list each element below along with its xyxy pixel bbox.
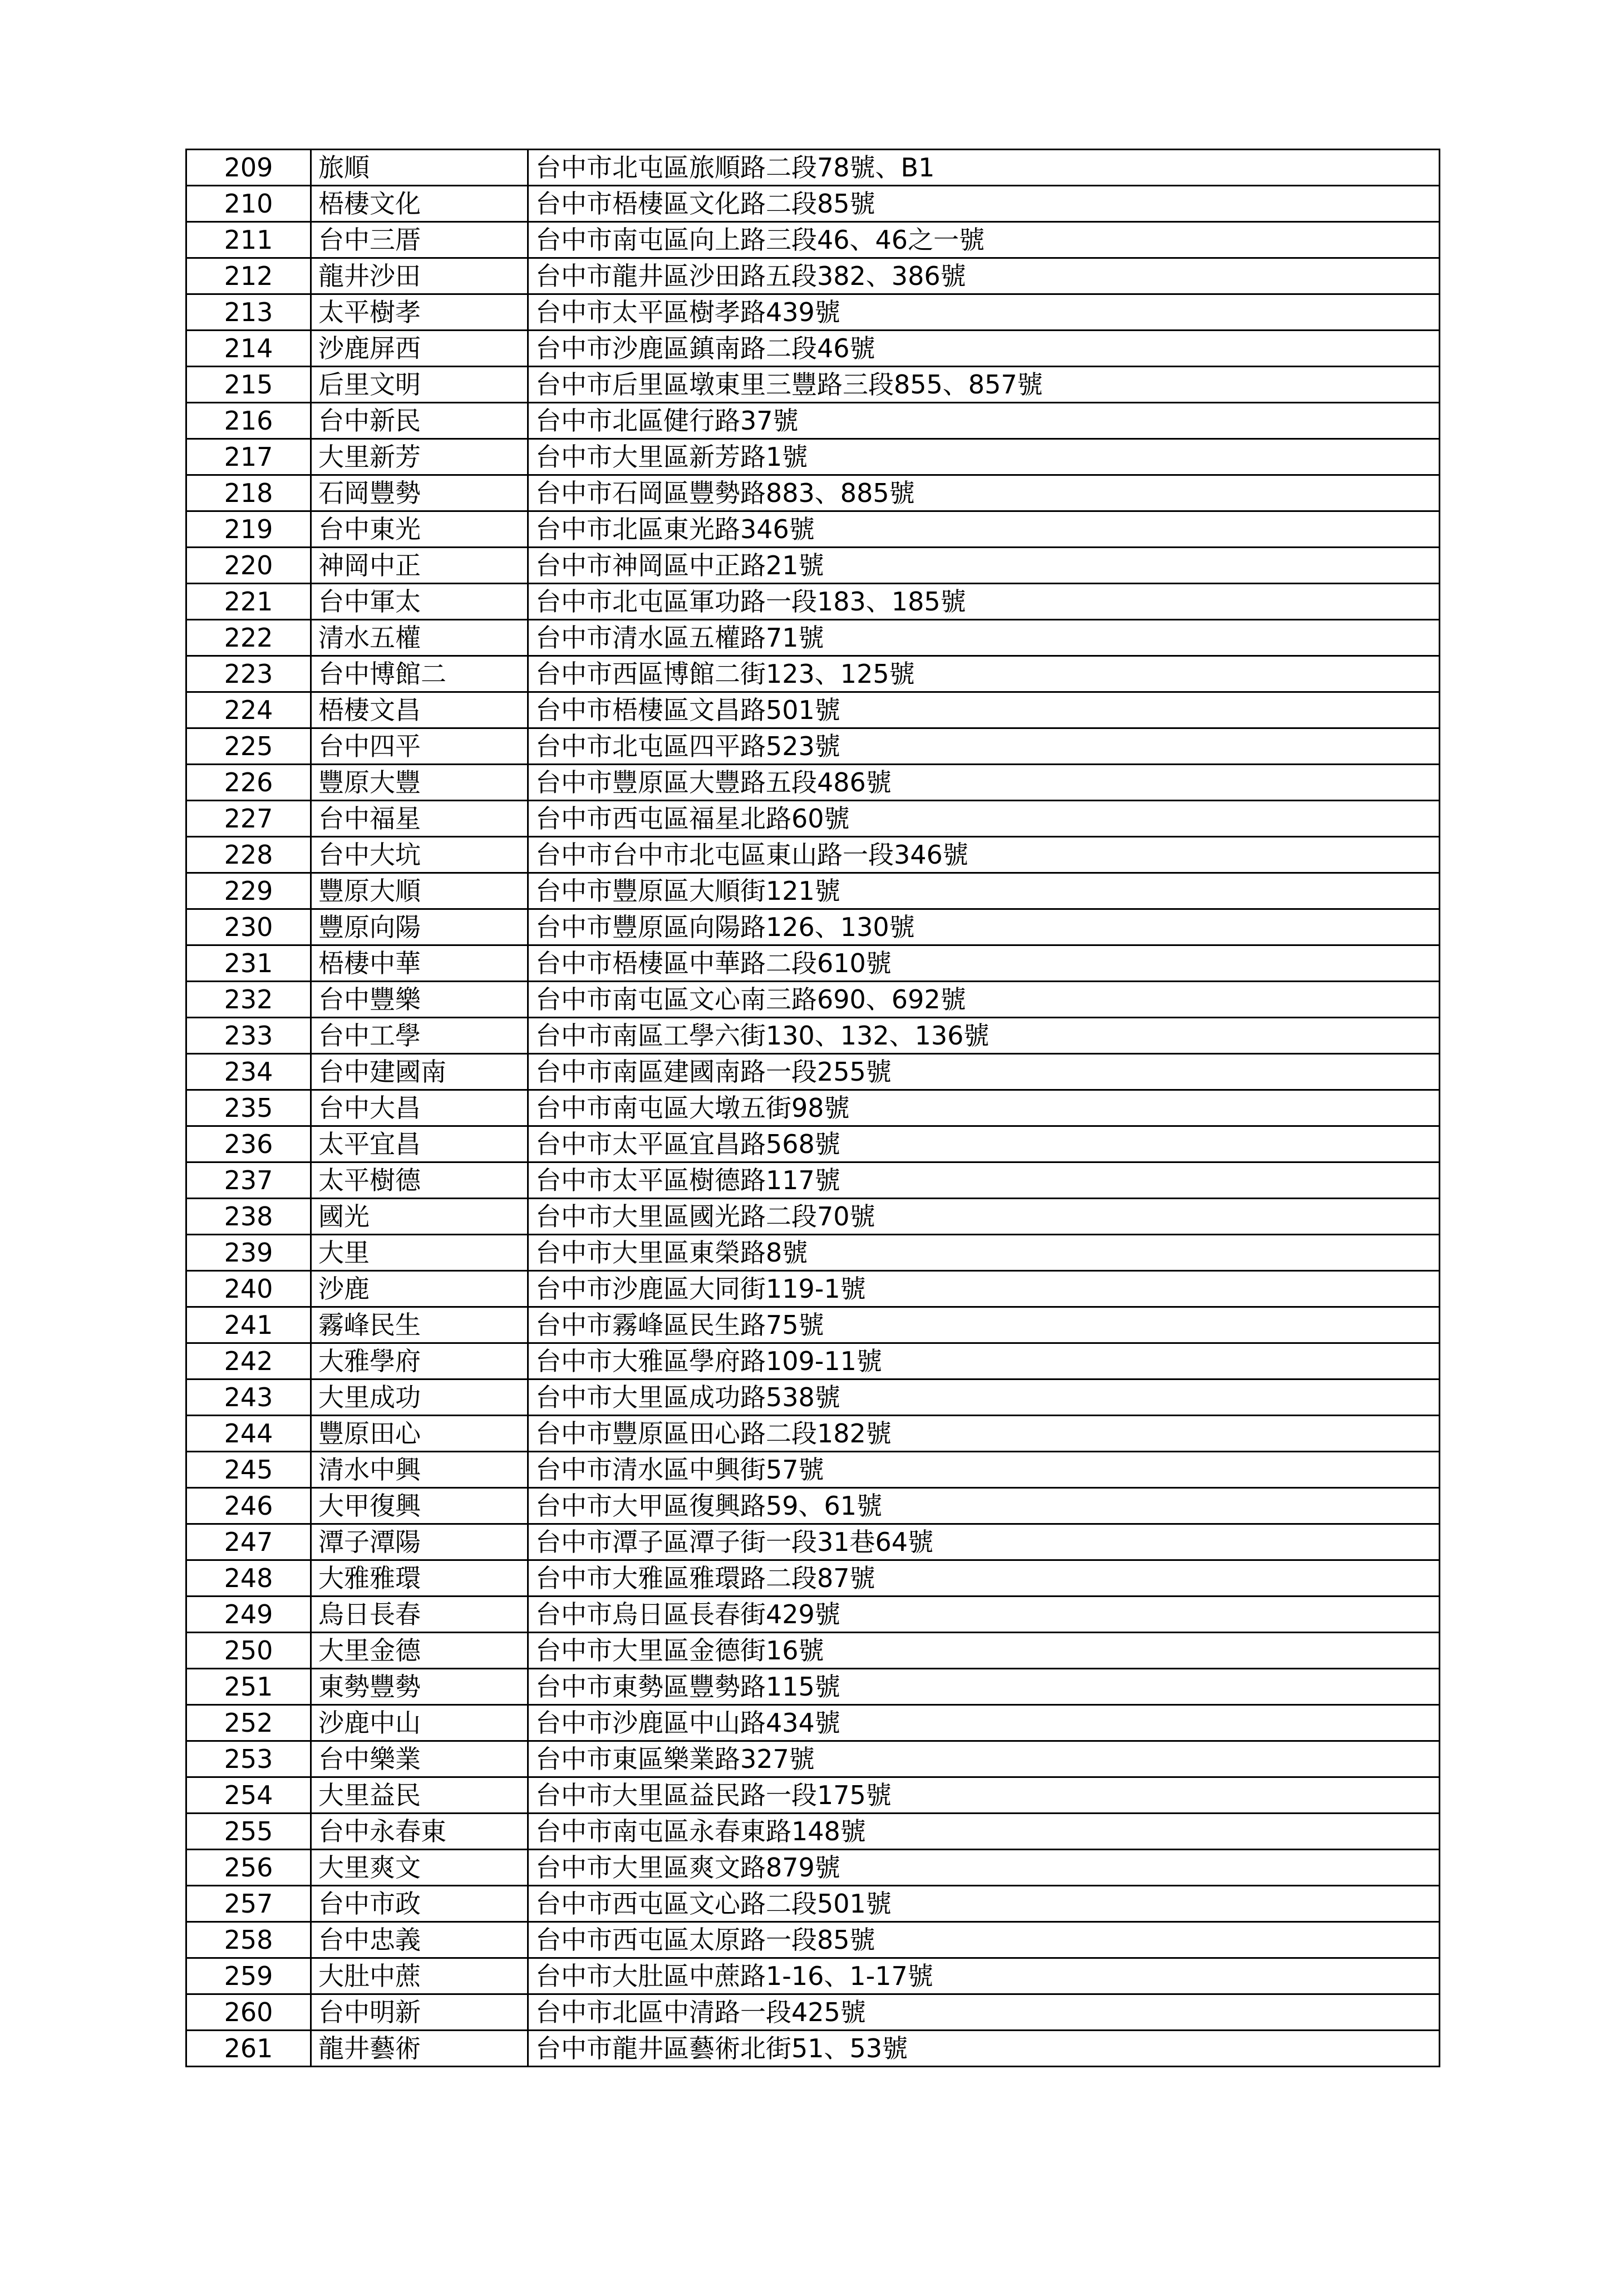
row-number-cell: 236 xyxy=(186,1126,311,1162)
store-address-cell: 台中市北區健行路37號 xyxy=(528,403,1440,439)
store-address-cell: 台中市龍井區藝術北街51、53號 xyxy=(528,2031,1440,2067)
row-number-cell: 209 xyxy=(186,150,311,186)
table-row xyxy=(186,1307,1440,1343)
store-address-cell: 台中市清水區五權路71號 xyxy=(528,620,1440,656)
row-number-cell: 225 xyxy=(186,728,311,765)
row-number-cell: 220 xyxy=(186,548,311,584)
store-address-cell: 台中市大里區成功路538號 xyxy=(528,1379,1440,1416)
row-number-cell: 234 xyxy=(186,1054,311,1090)
store-name-cell: 台中三厝 xyxy=(311,222,528,258)
store-name-cell: 烏日長春 xyxy=(311,1597,528,1633)
store-name-cell: 大里爽文 xyxy=(311,1850,528,1886)
store-name-cell: 台中博館二 xyxy=(311,656,528,692)
store-address-cell: 台中市大里區新芳路1號 xyxy=(528,439,1440,475)
store-address-cell: 台中市西屯區福星北路60號 xyxy=(528,801,1440,837)
store-name-cell: 台中新民 xyxy=(311,403,528,439)
table-row xyxy=(186,1994,1440,2031)
table-row xyxy=(186,258,1440,294)
store-address-cell: 台中市沙鹿區大同街119-1號 xyxy=(528,1271,1440,1307)
row-number-cell: 219 xyxy=(186,511,311,548)
row-number-cell: 231 xyxy=(186,945,311,982)
store-address-cell: 台中市梧棲區中華路二段610號 xyxy=(528,945,1440,982)
store-name-cell: 太平樹德 xyxy=(311,1162,528,1199)
store-name-cell: 清水五權 xyxy=(311,620,528,656)
table-row xyxy=(186,1488,1440,1524)
row-number-cell: 255 xyxy=(186,1814,311,1850)
store-name-cell: 太平樹孝 xyxy=(311,294,528,331)
store-address-cell: 台中市太平區樹孝路439號 xyxy=(528,294,1440,331)
store-address-cell: 台中市大里區益民路一段175號 xyxy=(528,1777,1440,1814)
store-name-cell: 豐原大豐 xyxy=(311,765,528,801)
table-row xyxy=(186,331,1440,367)
store-table-body xyxy=(186,150,1440,2067)
store-address-cell: 台中市西屯區文心路二段501號 xyxy=(528,1886,1440,1922)
table-row xyxy=(186,1054,1440,1090)
store-name-cell: 沙鹿中山 xyxy=(311,1705,528,1741)
store-address-cell: 台中市霧峰區民生路75號 xyxy=(528,1307,1440,1343)
row-number-cell: 226 xyxy=(186,765,311,801)
row-number-cell: 254 xyxy=(186,1777,311,1814)
store-name-cell: 沙鹿屏西 xyxy=(311,331,528,367)
row-number-cell: 261 xyxy=(186,2031,311,2067)
store-address-cell: 台中市東勢區豐勢路115號 xyxy=(528,1669,1440,1705)
row-number-cell: 251 xyxy=(186,1669,311,1705)
row-number-cell: 246 xyxy=(186,1488,311,1524)
store-address-cell: 台中市沙鹿區鎮南路二段46號 xyxy=(528,331,1440,367)
table-row xyxy=(186,1162,1440,1199)
store-address-cell: 台中市梧棲區文化路二段85號 xyxy=(528,186,1440,222)
store-address-cell: 台中市梧棲區文昌路501號 xyxy=(528,692,1440,728)
store-address-cell: 台中市太平區宜昌路568號 xyxy=(528,1126,1440,1162)
store-name-cell: 台中市政 xyxy=(311,1886,528,1922)
store-name-cell: 大里金德 xyxy=(311,1633,528,1669)
store-name-cell: 國光 xyxy=(311,1199,528,1235)
store-address-cell: 台中市大里區金德街16號 xyxy=(528,1633,1440,1669)
store-name-cell: 豐原向陽 xyxy=(311,909,528,945)
store-name-cell: 龍井藝術 xyxy=(311,2031,528,2067)
store-address-cell: 台中市大雅區雅環路二段87號 xyxy=(528,1560,1440,1597)
table-row xyxy=(186,1235,1440,1271)
row-number-cell: 223 xyxy=(186,656,311,692)
store-name-cell: 霧峰民生 xyxy=(311,1307,528,1343)
row-number-cell: 212 xyxy=(186,258,311,294)
row-number-cell: 214 xyxy=(186,331,311,367)
store-address-cell: 台中市豐原區大豐路五段486號 xyxy=(528,765,1440,801)
row-number-cell: 213 xyxy=(186,294,311,331)
table-row xyxy=(186,620,1440,656)
store-address-cell: 台中市西區博館二街123、125號 xyxy=(528,656,1440,692)
store-address-cell: 台中市西屯區太原路一段85號 xyxy=(528,1922,1440,1958)
row-number-cell: 237 xyxy=(186,1162,311,1199)
row-number-cell: 252 xyxy=(186,1705,311,1741)
store-name-cell: 石岡豐勢 xyxy=(311,475,528,511)
store-name-cell: 台中軍太 xyxy=(311,584,528,620)
store-name-cell: 后里文明 xyxy=(311,367,528,403)
row-number-cell: 217 xyxy=(186,439,311,475)
store-address-cell: 台中市南屯區永春東路148號 xyxy=(528,1814,1440,1850)
row-number-cell: 221 xyxy=(186,584,311,620)
table-row xyxy=(186,765,1440,801)
store-address-cell: 台中市南屯區大墩五街98號 xyxy=(528,1090,1440,1126)
store-address-cell: 台中市大里區國光路二段70號 xyxy=(528,1199,1440,1235)
table-row xyxy=(186,1090,1440,1126)
store-name-cell: 台中永春東 xyxy=(311,1814,528,1850)
store-name-cell: 台中大昌 xyxy=(311,1090,528,1126)
store-address-cell: 台中市石岡區豐勢路883、885號 xyxy=(528,475,1440,511)
table-row xyxy=(186,1126,1440,1162)
row-number-cell: 240 xyxy=(186,1271,311,1307)
row-number-cell: 245 xyxy=(186,1452,311,1488)
table-row xyxy=(186,1705,1440,1741)
store-name-cell: 大肚中蔗 xyxy=(311,1958,528,1994)
table-row xyxy=(186,1524,1440,1560)
row-number-cell: 257 xyxy=(186,1886,311,1922)
store-address-cell: 台中市南屯區向上路三段46、46之一號 xyxy=(528,222,1440,258)
store-address-cell: 台中市龍井區沙田路五段382、386號 xyxy=(528,258,1440,294)
table-row xyxy=(186,439,1440,475)
table-row xyxy=(186,1560,1440,1597)
table-row xyxy=(186,1416,1440,1452)
row-number-cell: 222 xyxy=(186,620,311,656)
store-name-cell: 大甲復興 xyxy=(311,1488,528,1524)
row-number-cell: 228 xyxy=(186,837,311,873)
store-address-cell: 台中市北屯區旅順路二段78號、B1 xyxy=(528,150,1440,186)
store-address-cell: 台中市神岡區中正路21號 xyxy=(528,548,1440,584)
row-number-cell: 211 xyxy=(186,222,311,258)
table-row xyxy=(186,222,1440,258)
table-row xyxy=(186,1018,1440,1054)
store-address-cell: 台中市南屯區文心南三路690、692號 xyxy=(528,982,1440,1018)
row-number-cell: 259 xyxy=(186,1958,311,1994)
table-row xyxy=(186,873,1440,909)
store-name-cell: 神岡中正 xyxy=(311,548,528,584)
row-number-cell: 218 xyxy=(186,475,311,511)
table-row xyxy=(186,403,1440,439)
table-row xyxy=(186,1886,1440,1922)
store-address-cell: 台中市大甲區復興路59、61號 xyxy=(528,1488,1440,1524)
store-name-cell: 龍井沙田 xyxy=(311,258,528,294)
row-number-cell: 232 xyxy=(186,982,311,1018)
store-name-cell: 梧棲文化 xyxy=(311,186,528,222)
store-name-cell: 大里益民 xyxy=(311,1777,528,1814)
row-number-cell: 244 xyxy=(186,1416,311,1452)
store-name-cell: 梧棲文昌 xyxy=(311,692,528,728)
table-row xyxy=(186,1199,1440,1235)
table-row xyxy=(186,1777,1440,1814)
store-address-cell: 台中市太平區樹德路117號 xyxy=(528,1162,1440,1199)
store-address-cell: 台中市大雅區學府路109-11號 xyxy=(528,1343,1440,1379)
store-name-cell: 台中大坑 xyxy=(311,837,528,873)
row-number-cell: 256 xyxy=(186,1850,311,1886)
table-row xyxy=(186,656,1440,692)
table-row xyxy=(186,837,1440,873)
table-row xyxy=(186,728,1440,765)
store-name-cell: 大里新芳 xyxy=(311,439,528,475)
row-number-cell: 253 xyxy=(186,1741,311,1777)
store-address-table xyxy=(185,149,1440,2067)
row-number-cell: 260 xyxy=(186,1994,311,2031)
store-address-cell: 台中市南區建國南路一段255號 xyxy=(528,1054,1440,1090)
row-number-cell: 249 xyxy=(186,1597,311,1633)
table-row xyxy=(186,1814,1440,1850)
store-name-cell: 大雅雅環 xyxy=(311,1560,528,1597)
table-row xyxy=(186,186,1440,222)
table-row xyxy=(186,1452,1440,1488)
table-row xyxy=(186,1343,1440,1379)
store-address-cell: 台中市大里區東榮路8號 xyxy=(528,1235,1440,1271)
store-address-cell: 台中市沙鹿區中山路434號 xyxy=(528,1705,1440,1741)
store-address-cell: 台中市清水區中興街57號 xyxy=(528,1452,1440,1488)
store-name-cell: 豐原田心 xyxy=(311,1416,528,1452)
store-name-cell: 清水中興 xyxy=(311,1452,528,1488)
store-name-cell: 豐原大順 xyxy=(311,873,528,909)
table-row xyxy=(186,294,1440,331)
table-row xyxy=(186,1741,1440,1777)
row-number-cell: 258 xyxy=(186,1922,311,1958)
row-number-cell: 210 xyxy=(186,186,311,222)
store-name-cell: 潭子潭陽 xyxy=(311,1524,528,1560)
store-address-cell: 台中市豐原區大順街121號 xyxy=(528,873,1440,909)
store-address-cell: 台中市東區樂業路327號 xyxy=(528,1741,1440,1777)
store-name-cell: 梧棲中華 xyxy=(311,945,528,982)
store-name-cell: 台中明新 xyxy=(311,1994,528,2031)
store-name-cell: 大里成功 xyxy=(311,1379,528,1416)
table-row xyxy=(186,1922,1440,1958)
row-number-cell: 238 xyxy=(186,1199,311,1235)
row-number-cell: 242 xyxy=(186,1343,311,1379)
row-number-cell: 227 xyxy=(186,801,311,837)
row-number-cell: 224 xyxy=(186,692,311,728)
store-name-cell: 台中福星 xyxy=(311,801,528,837)
table-row xyxy=(186,1669,1440,1705)
table-row xyxy=(186,150,1440,186)
store-name-cell: 旅順 xyxy=(311,150,528,186)
store-address-cell: 台中市潭子區潭子街一段31巷64號 xyxy=(528,1524,1440,1560)
store-name-cell: 大雅學府 xyxy=(311,1343,528,1379)
row-number-cell: 215 xyxy=(186,367,311,403)
store-name-cell: 台中東光 xyxy=(311,511,528,548)
table-row xyxy=(186,1958,1440,1994)
store-address-cell: 台中市大肚區中蔗路1-16、1-17號 xyxy=(528,1958,1440,1994)
table-row xyxy=(186,584,1440,620)
row-number-cell: 233 xyxy=(186,1018,311,1054)
table-row xyxy=(186,367,1440,403)
store-address-cell: 台中市北屯區軍功路一段183、185號 xyxy=(528,584,1440,620)
store-name-cell: 台中豐樂 xyxy=(311,982,528,1018)
store-address-cell: 台中市豐原區向陽路126、130號 xyxy=(528,909,1440,945)
row-number-cell: 248 xyxy=(186,1560,311,1597)
row-number-cell: 216 xyxy=(186,403,311,439)
store-address-cell: 台中市豐原區田心路二段182號 xyxy=(528,1416,1440,1452)
store-name-cell: 台中建國南 xyxy=(311,1054,528,1090)
row-number-cell: 241 xyxy=(186,1307,311,1343)
table-row xyxy=(186,1271,1440,1307)
store-address-cell: 台中市烏日區長春街429號 xyxy=(528,1597,1440,1633)
store-name-cell: 東勢豐勢 xyxy=(311,1669,528,1705)
store-address-cell: 台中市北區中清路一段425號 xyxy=(528,1994,1440,2031)
table-row xyxy=(186,945,1440,982)
store-name-cell: 台中四平 xyxy=(311,728,528,765)
store-address-cell: 台中市大里區爽文路879號 xyxy=(528,1850,1440,1886)
table-row xyxy=(186,801,1440,837)
store-name-cell: 沙鹿 xyxy=(311,1271,528,1307)
table-row xyxy=(186,1379,1440,1416)
table-row xyxy=(186,2031,1440,2067)
row-number-cell: 243 xyxy=(186,1379,311,1416)
store-address-cell: 台中市后里區墩東里三豐路三段855、857號 xyxy=(528,367,1440,403)
table-row xyxy=(186,692,1440,728)
table-row xyxy=(186,1597,1440,1633)
store-name-cell: 台中工學 xyxy=(311,1018,528,1054)
store-name-cell: 太平宜昌 xyxy=(311,1126,528,1162)
table-row xyxy=(186,982,1440,1018)
table-row xyxy=(186,511,1440,548)
table-row xyxy=(186,1850,1440,1886)
table-row xyxy=(186,1633,1440,1669)
store-name-cell: 大里 xyxy=(311,1235,528,1271)
row-number-cell: 229 xyxy=(186,873,311,909)
row-number-cell: 239 xyxy=(186,1235,311,1271)
store-name-cell: 台中忠義 xyxy=(311,1922,528,1958)
store-address-cell: 台中市台中市北屯區東山路一段346號 xyxy=(528,837,1440,873)
table-row xyxy=(186,909,1440,945)
store-address-cell: 台中市北屯區四平路523號 xyxy=(528,728,1440,765)
table-row xyxy=(186,475,1440,511)
row-number-cell: 247 xyxy=(186,1524,311,1560)
store-address-cell: 台中市南區工學六街130、132、136號 xyxy=(528,1018,1440,1054)
store-name-cell: 台中樂業 xyxy=(311,1741,528,1777)
row-number-cell: 235 xyxy=(186,1090,311,1126)
table-row xyxy=(186,548,1440,584)
store-address-cell: 台中市北區東光路346號 xyxy=(528,511,1440,548)
row-number-cell: 230 xyxy=(186,909,311,945)
row-number-cell: 250 xyxy=(186,1633,311,1669)
